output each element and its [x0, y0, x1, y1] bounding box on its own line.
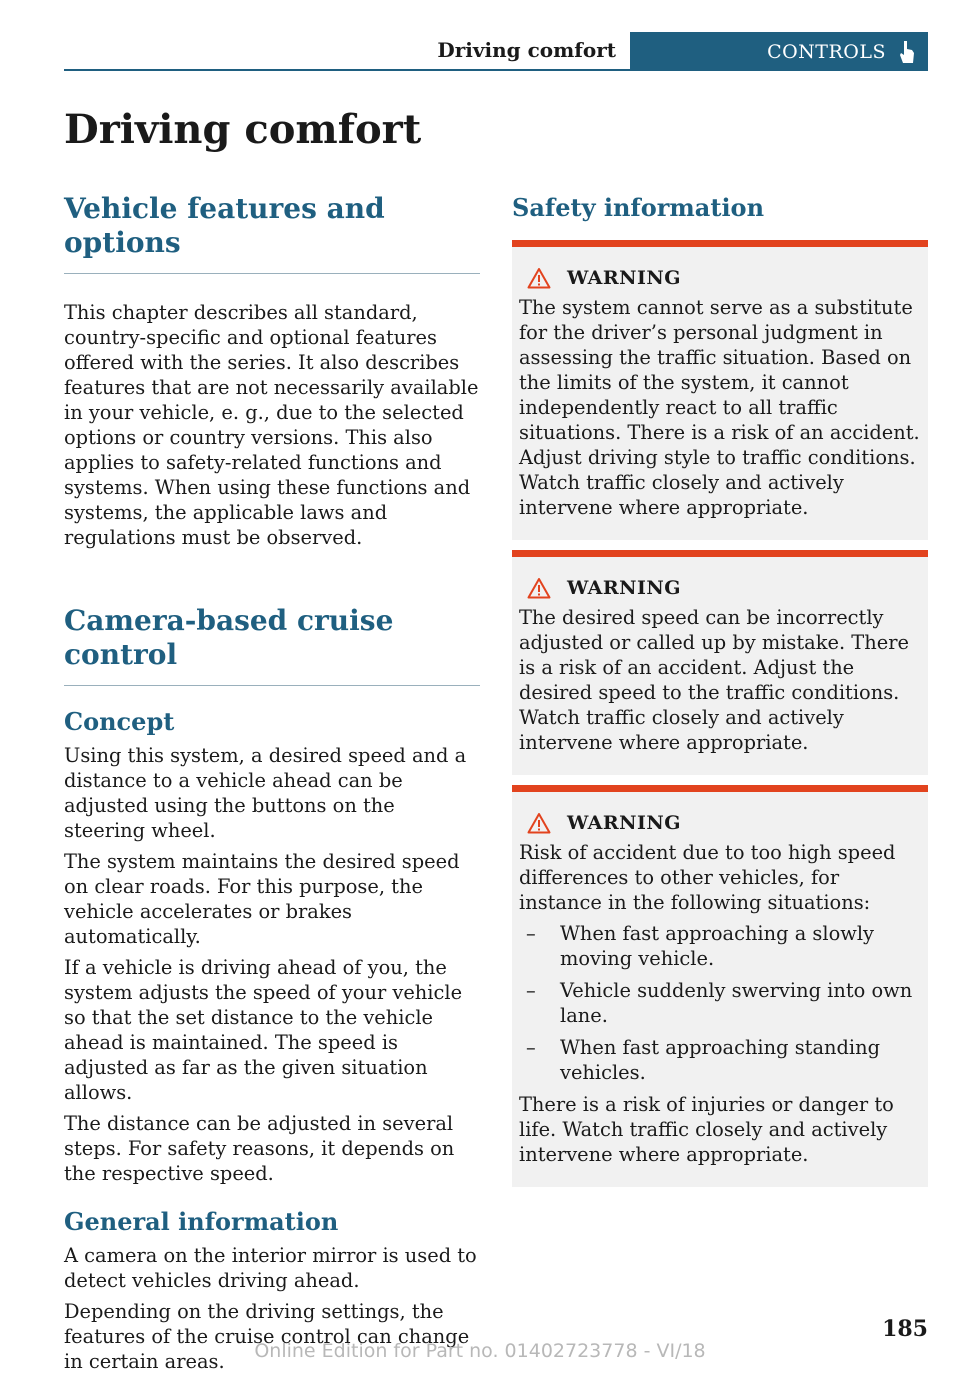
- warning-triangle-icon: [527, 577, 551, 599]
- hand-pointer-icon: [898, 40, 916, 64]
- subsection-title-concept: Concept: [64, 707, 175, 737]
- warning-triangle-icon: [527, 267, 551, 289]
- section-title-cruise-control: Camera-based cruise control: [64, 604, 480, 686]
- page-header: [64, 32, 928, 70]
- list-item: – When fast approaching a slowly moving vehicle.: [526, 922, 874, 971]
- warning-header: [519, 267, 920, 289]
- warning-header: [519, 812, 920, 834]
- right-column: [512, 192, 928, 1187]
- warning-situation-list: [519, 921, 920, 1085]
- warning-label: WARNING: [567, 812, 682, 835]
- warning-triangle-icon: [527, 812, 551, 834]
- footer-edition-text: Online Edition for Part no. 01402723778 - VI/18: [254, 1340, 706, 1362]
- warning-text-2: The desired speed can be incorrectly adjusted or called up by mistake. There is a risk of an accident. Adjust the desired speed to the traffic conditions. Watch traffic closely and actively intervene where appropriate.: [519, 606, 909, 755]
- header-chapter-label: CONTROLS: [767, 40, 886, 63]
- left-column: [64, 192, 480, 1374]
- concept-paragraph-1: Using this system, a desired speed and a distance to a vehicle ahead can be adjusted using the buttons on the steering wheel.: [64, 744, 467, 843]
- warning-box-1: [512, 240, 928, 540]
- warning-box-2: [512, 550, 928, 775]
- section-title-safety-information: Safety information: [512, 193, 765, 222]
- warning-box-3: [512, 785, 928, 1187]
- warning-text-3-intro: Risk of accident due to too high speed differences to other vehicles, for instance in the following situations:: [519, 841, 896, 915]
- concept-paragraph-3: If a vehicle is driving ahead of you, the system adjusts the speed of your vehicle so that the set distance to the vehicle ahead is maintained. The speed is adjusted as far as the given situation allows.: [64, 956, 463, 1105]
- general-paragraph-1: A camera on the interior mirror is used to detect vehicles driving ahead.: [64, 1243, 477, 1292]
- vehicle-features-paragraph: This chapter describes all standard, country-specific and optional features offered with the series. It also describes features that are not necessarily available in your vehicle, e. g., due to the selected options or country versions. This also applies to safety-related functions and systems. When using these functions and systems, the applicable laws and regulations must be observed.: [64, 301, 479, 550]
- concept-paragraph-4: The distance can be adjusted in several steps. For safety reasons, it depends on the respective speed.: [64, 1112, 455, 1186]
- page-number: 185: [882, 1316, 928, 1342]
- warning-label: WARNING: [567, 577, 682, 600]
- general-paragraph-2: Depending on the driving settings, the features of the cruise control can change in certain areas.: [64, 1299, 470, 1373]
- header-chapter-tab: [630, 32, 928, 71]
- warning-header: [519, 577, 920, 599]
- concept-paragraph-2: The system maintains the desired speed on clear roads. For this purpose, the vehicle accelerates or brakes automatically.: [64, 850, 460, 949]
- list-item: – Vehicle suddenly swerving into own lane.: [526, 979, 913, 1028]
- header-rule: [64, 69, 630, 71]
- page-title: Driving comfort: [64, 106, 422, 153]
- section-title-vehicle-features: Vehicle features and options: [64, 192, 480, 274]
- header-section-title: Driving comfort: [437, 38, 616, 62]
- subsection-title-general-information: General information: [64, 1207, 339, 1237]
- warning-text-1: The system cannot serve as a substitute for the driver’s personal judgment in assessing the traffic situation. Based on the limits of the system, it cannot independently react to all traffic situations. There is a risk of an accident. Adjust driving style to traffic conditions. Watch traffic closely and actively intervene where appropriate.: [519, 296, 920, 520]
- list-item: – When fast approaching standing vehicles.: [526, 1036, 881, 1085]
- warning-text-3-outro: There is a risk of injuries or danger to life. Watch traffic closely and actively intervene where appropriate.: [519, 1093, 894, 1167]
- warning-label: WARNING: [567, 267, 682, 290]
